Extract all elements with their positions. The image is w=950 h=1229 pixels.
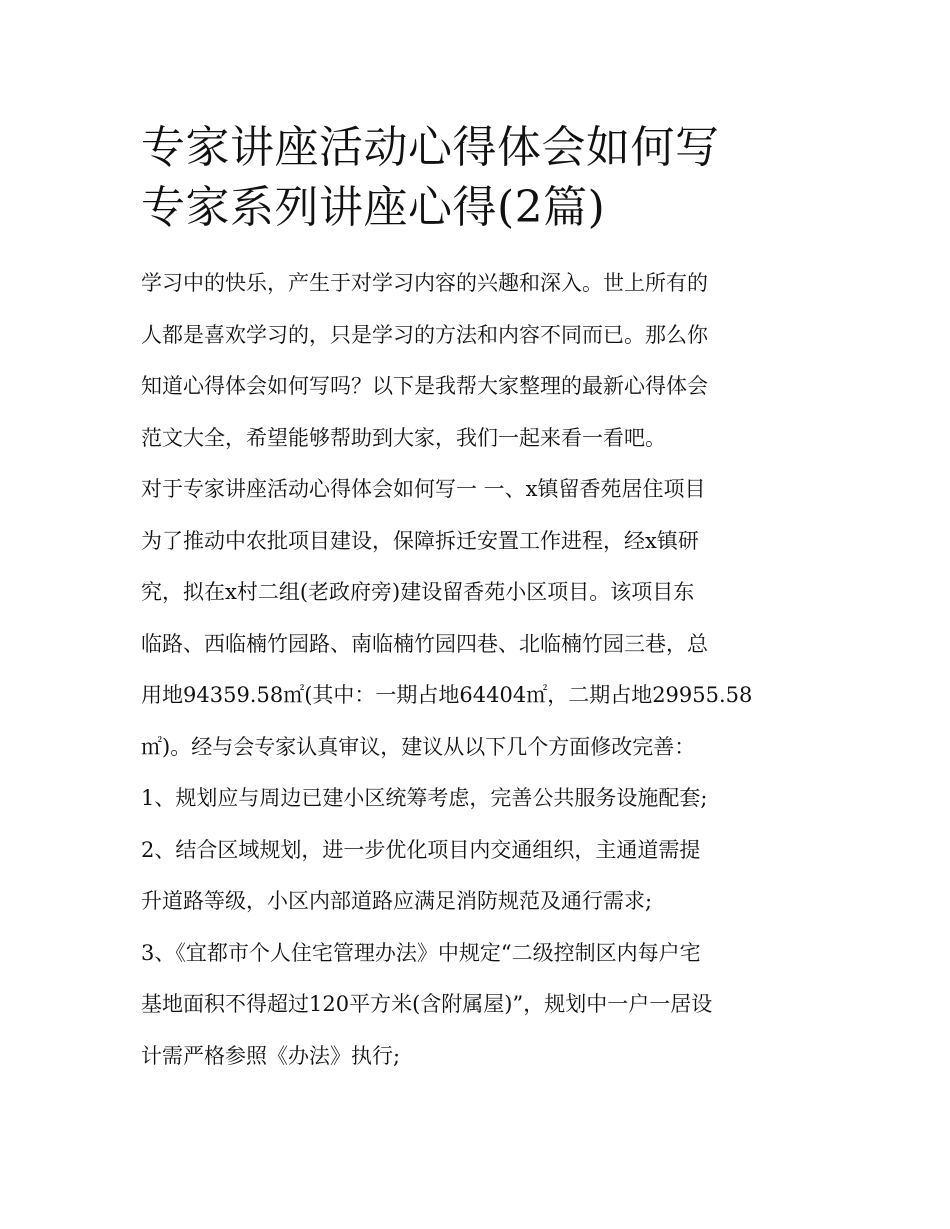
list-item-3 <box>141 928 813 1083</box>
text-line: 升道路等级，小区内部道路应满足消防规范及通行需求; <box>141 889 653 913</box>
text-line: 基地面积不得超过120平方米(含附属屋)”，规划中一户一居设 <box>141 992 713 1016</box>
text-line: 1、规划应与周边已建小区统筹考虑，完善公共服务设施配套; <box>141 786 708 810</box>
text-line: 3、《宜都市个人住宅管理办法》中规定“二级控制区内每户宅 <box>141 940 701 965</box>
text-line: 人都是喜欢学习的，只是学习的方法和内容不同而已。那么你 <box>141 322 708 347</box>
project-paragraph <box>141 464 813 773</box>
list-item-2 <box>141 825 813 928</box>
document-title <box>141 118 813 238</box>
text-line: 计需严格参照《办法》执行; <box>141 1043 401 1068</box>
text-line: 究，拟在x村二组(老政府旁)建设留香苑小区项目。该项目东 <box>141 580 695 604</box>
document-page <box>141 118 813 1082</box>
title-line: 专家系列讲座心得(2篇) <box>141 182 606 233</box>
text-line: 2、结合区域规划，进一步优化项目内交通组织，主通道需提 <box>141 837 701 862</box>
text-line: 临路、西临楠竹园路、南临楠竹园四巷、北临楠竹园三巷，总 <box>141 631 708 656</box>
text-line: 知道心得体会如何写吗？以下是我帮大家整理的最新心得体会 <box>141 374 708 398</box>
text-line: 对于专家讲座活动心得体会如何写一 一、x镇留香苑居住项目 <box>141 477 706 501</box>
intro-paragraph <box>141 258 813 464</box>
text-line: 学习中的快乐，产生于对学习内容的兴趣和深入。世上所有的 <box>141 271 708 295</box>
document-body <box>141 258 813 1082</box>
text-line: 为了推动中农批项目建设，保障拆迁安置工作进程，经x镇研 <box>141 528 699 553</box>
title-line: 专家讲座活动心得体会如何写 <box>141 122 720 173</box>
list-item-1 <box>141 773 813 825</box>
text-line: 用地94359.58㎡(其中：一期占地64404㎡，二期占地29955.58 <box>141 683 753 707</box>
text-line: ㎡)。经与会专家认真审议，建议从以下几个方面修改完善： <box>141 734 696 759</box>
text-line: 范文大全，希望能够帮助到大家，我们一起来看一看吧。 <box>141 425 666 450</box>
